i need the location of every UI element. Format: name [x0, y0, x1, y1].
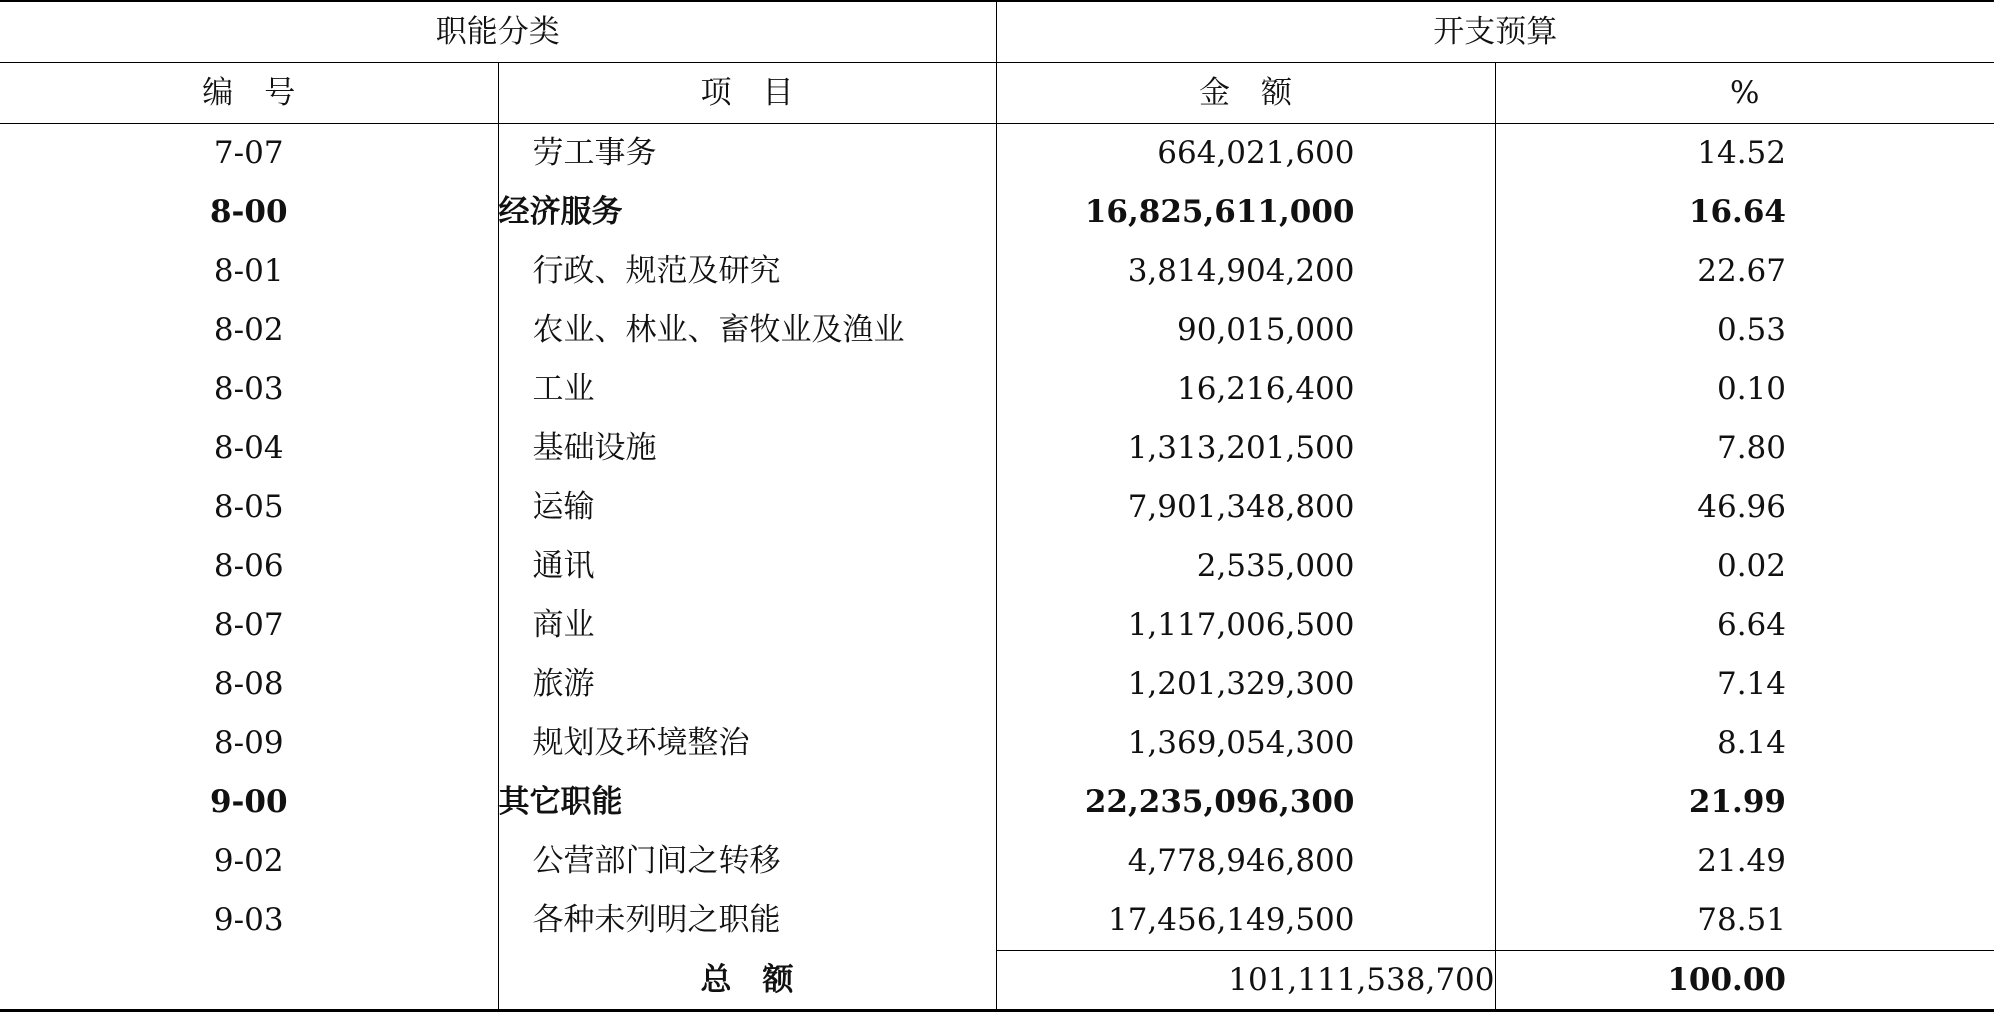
- row-amount: 4,778,946,800: [996, 832, 1495, 891]
- row-item: 工业: [498, 360, 996, 419]
- row-percent: 7.80: [1716, 430, 1786, 466]
- row-code: 7-07: [0, 124, 498, 184]
- table-row: [0, 242, 1994, 301]
- row-percent: 46.96: [1697, 489, 1786, 525]
- row-item: 规划及环境整治: [498, 714, 996, 773]
- functional-classification-header: 职能分类: [0, 1, 996, 63]
- table-row: [0, 301, 1994, 360]
- table-row: [0, 773, 1994, 832]
- row-item: 通讯: [498, 537, 996, 596]
- amount-column-header: 金 额: [996, 63, 1495, 124]
- row-percent: 0.02: [1716, 548, 1786, 584]
- row-code: 8-02: [0, 301, 498, 360]
- row-code: 8-00: [0, 183, 498, 242]
- row-item: 行政、规范及研究: [498, 242, 996, 301]
- row-percent: 78.51: [1697, 902, 1786, 938]
- row-percent: 0.10: [1716, 371, 1786, 407]
- row-amount: 3,814,904,200: [996, 242, 1495, 301]
- row-amount: 1,369,054,300: [996, 714, 1495, 773]
- row-amount: 1,313,201,500: [996, 419, 1495, 478]
- row-percent: 14.52: [1697, 135, 1786, 171]
- row-percent: 21.99: [1688, 784, 1786, 820]
- table-row: [0, 537, 1994, 596]
- total-row: [0, 951, 1994, 1011]
- header-row-columns: [0, 63, 1994, 124]
- row-item: 公营部门间之转移: [498, 832, 996, 891]
- row-code: 8-05: [0, 478, 498, 537]
- row-item: 基础设施: [498, 419, 996, 478]
- row-amount: 1,201,329,300: [996, 655, 1495, 714]
- row-amount: 16,825,611,000: [996, 183, 1495, 242]
- row-code: 8-08: [0, 655, 498, 714]
- expenditure-budget-header: 开支预算: [996, 1, 1994, 63]
- row-code: 8-07: [0, 596, 498, 655]
- row-percent: 8.14: [1716, 725, 1786, 761]
- row-amount: 664,021,600: [996, 124, 1495, 184]
- row-item: 其它职能: [498, 773, 996, 832]
- row-percent: 16.64: [1688, 194, 1786, 230]
- total-label: 总 额: [498, 951, 996, 1011]
- code-column-header: 编 号: [0, 63, 498, 124]
- row-percent: 7.14: [1716, 666, 1786, 702]
- row-amount: 1,117,006,500: [996, 596, 1495, 655]
- table-row: [0, 183, 1994, 242]
- row-code: 9-02: [0, 832, 498, 891]
- row-code: 8-03: [0, 360, 498, 419]
- row-percent: 22.67: [1697, 253, 1786, 289]
- total-amount: 101,111,538,700: [996, 951, 1495, 1011]
- row-item: 商业: [498, 596, 996, 655]
- table-row: [0, 478, 1994, 537]
- total-code-empty: [0, 951, 498, 1011]
- header-row-top: [0, 1, 1994, 63]
- row-item: 经济服务: [498, 183, 996, 242]
- table-row: [0, 891, 1994, 951]
- row-code: 9-03: [0, 891, 498, 951]
- row-code: 8-06: [0, 537, 498, 596]
- table-row: [0, 596, 1994, 655]
- item-column-header: 项 目: [498, 63, 996, 124]
- row-amount: 90,015,000: [996, 301, 1495, 360]
- table-row: [0, 360, 1994, 419]
- row-code: 8-01: [0, 242, 498, 301]
- table-row: [0, 832, 1994, 891]
- row-percent: 6.64: [1716, 607, 1786, 643]
- table-row: [0, 124, 1994, 184]
- table-row: [0, 419, 1994, 478]
- row-code: 8-04: [0, 419, 498, 478]
- row-amount: 16,216,400: [996, 360, 1495, 419]
- row-amount: 22,235,096,300: [996, 773, 1495, 832]
- row-item: 劳工事务: [498, 124, 996, 184]
- percent-column-header: %: [1495, 63, 1994, 124]
- row-code: 8-09: [0, 714, 498, 773]
- table-row: [0, 714, 1994, 773]
- row-item: 各种未列明之职能: [498, 891, 996, 951]
- row-percent: 0.53: [1716, 312, 1786, 348]
- row-code: 9-00: [0, 773, 498, 832]
- row-amount: 7,901,348,800: [996, 478, 1495, 537]
- row-item: 农业、林业、畜牧业及渔业: [498, 301, 996, 360]
- row-amount: 17,456,149,500: [996, 891, 1495, 951]
- row-item: 旅游: [498, 655, 996, 714]
- total-percent: 100.00: [1495, 951, 1994, 1011]
- row-item: 运输: [498, 478, 996, 537]
- row-percent: 21.49: [1697, 843, 1786, 879]
- row-amount: 2,535,000: [996, 537, 1495, 596]
- table-row: [0, 655, 1994, 714]
